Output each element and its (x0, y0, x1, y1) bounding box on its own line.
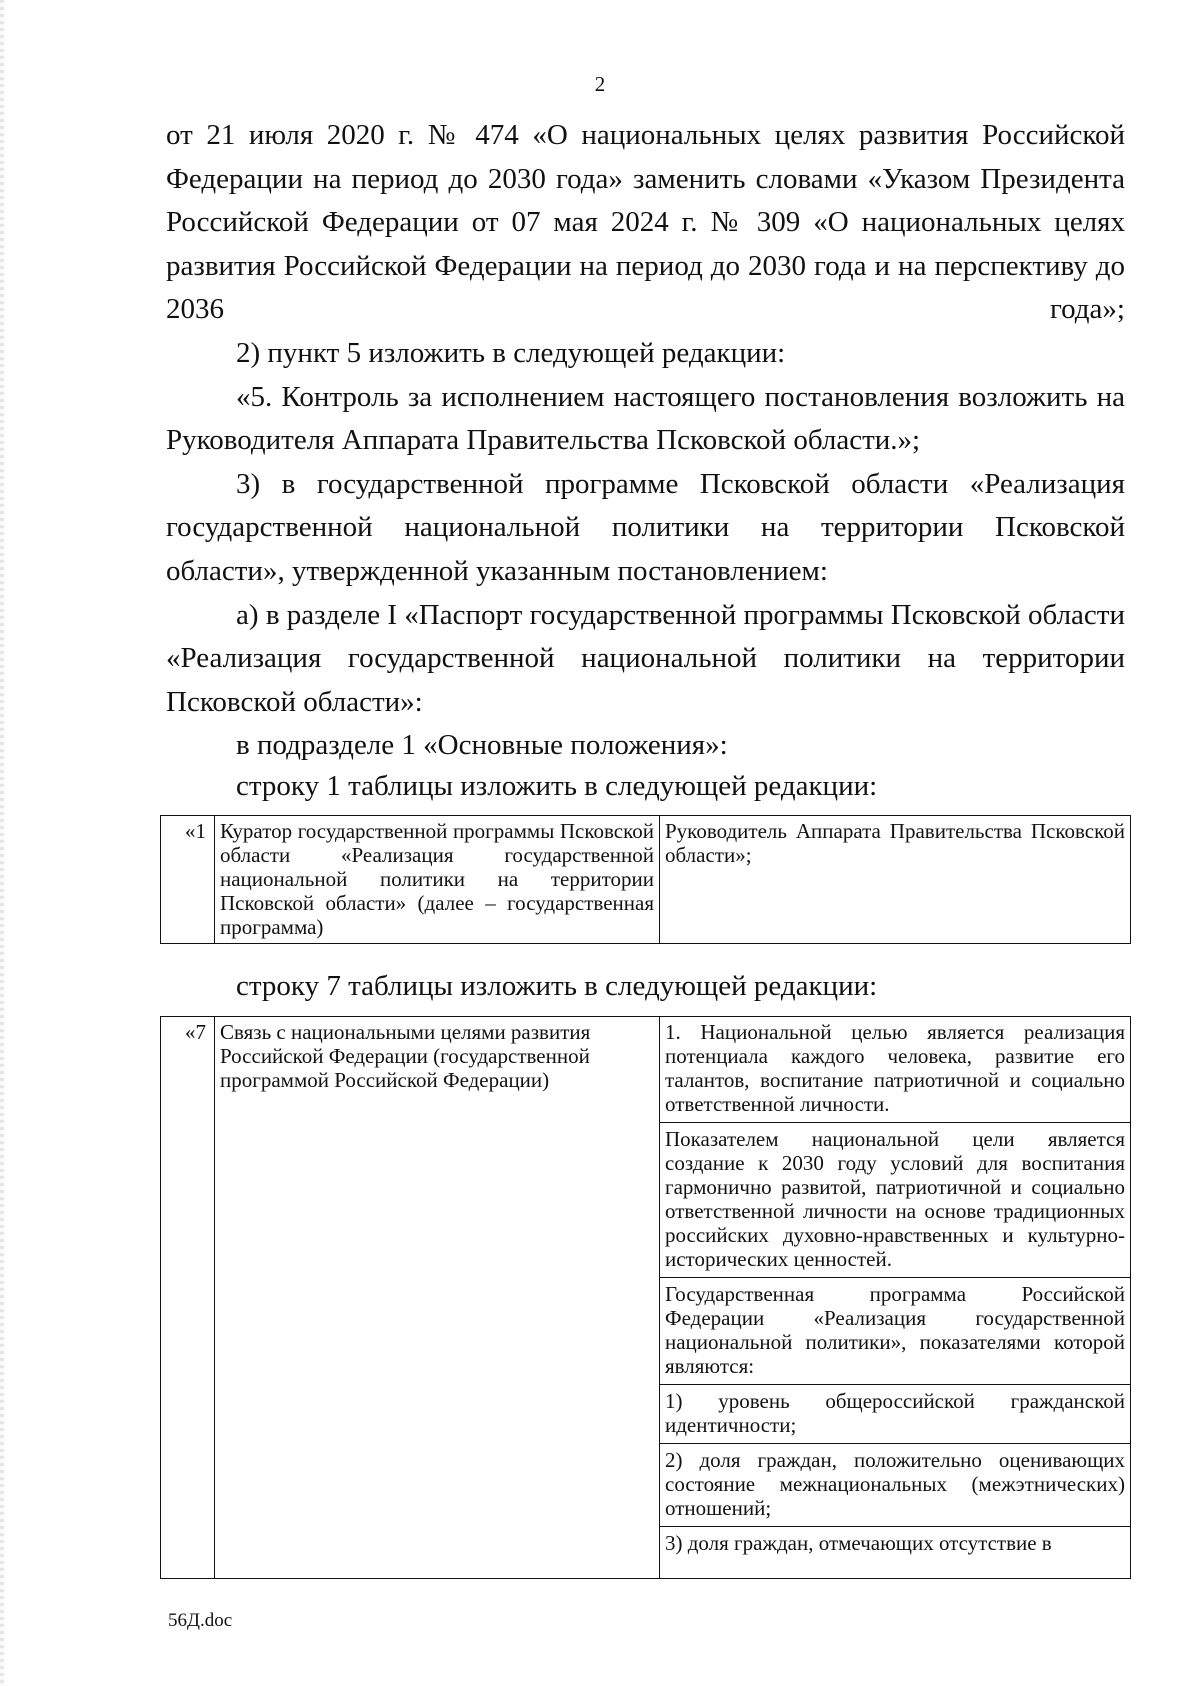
scan-edge (0, 0, 4, 1686)
table-row-1 (160, 815, 1131, 944)
cell-divider (660, 1384, 1130, 1385)
paragraph-2: 2) пункт 5 изложить в следующей редакции: (236, 336, 786, 369)
page-number: 2 (594, 72, 606, 96)
table2-item-3: Государственная программа Российской Федерации «Реализация государственной национальной политики», показателями которой являются: (665, 1282, 1125, 1378)
table2-item-6: 3) доля граждан, отмечающих отсутствие в (665, 1531, 1052, 1555)
table1-value: Руководитель Аппарата Правительства Псковской области»; (660, 816, 1131, 944)
cell-divider (660, 1443, 1130, 1444)
table2-item-5: 2) доля граждан, положительно оценивающих состояние межнациональных (межэтнических) отношений; (665, 1448, 1125, 1520)
table2-item-4: 1) уровень общероссийской гражданской идентичности; (665, 1389, 1125, 1437)
document-body (166, 114, 1125, 768)
cell-divider (660, 1122, 1130, 1123)
table2-value (660, 1017, 1131, 1579)
table2-intro: строку 7 таблицы изложить в следующей редакции: (236, 970, 878, 1002)
table1-label: Куратор государственной программы Псковской области «Реализация государственной национальной политики на территории Псковской области» (далее – государственная программа) (215, 816, 660, 944)
table2-number: «7 (161, 1017, 215, 1579)
paragraph-4: 3) в государственной программе Псковской области «Реализация государственной национальной политики на территории Псковской области», утвержденной указанным постановлением: (166, 467, 1125, 587)
paragraph-3: «5. Контроль за исполнением настоящего постановления возложить на Руководителя Аппарата Правительства Псковской области.»; (166, 380, 1125, 457)
table1-intro: строку 1 таблицы изложить в следующей редакции: (236, 770, 878, 802)
cell-divider (660, 1526, 1130, 1527)
cell-divider (660, 1277, 1130, 1278)
footer-filename: 56Д.doc (168, 1610, 233, 1631)
paragraph-5: а) в разделе I «Паспорт государственной программы Псковской области «Реализация государственной национальной политики на территории Псковской области»: (166, 598, 1125, 718)
table2-item-1: 1. Национальной целью является реализация потенциала каждого человека, развитие его талантов, воспитание патриотичной и социально ответственной личности. (665, 1020, 1125, 1116)
paragraph-1: от 21 июля 2020 г. № 474 «О национальных целях развития Российской Федерации на период до 2030 года» заменить словами «Указом Президента Российской Федерации от 07 мая 2024 г. № 309 «О национальных целях развития Российской Федерации на период до 2030 года и на перспективу до 2036 года»; (166, 119, 1125, 326)
table1-number: «1 (161, 816, 215, 944)
table2-label: Связь с национальными целями развития Российской Федерации (государственной программой Российской Федерации) (215, 1017, 660, 1579)
table2-item-2: Показателем национальной цели является создание к 2030 году условий для воспитания гармонично развитой, патриотичной и социально ответственной личности на основе традиционных российских духовно-нравственных и культурно-исторических ценностей. (665, 1127, 1125, 1271)
paragraph-6: в подразделе 1 «Основные положения»: (236, 729, 728, 762)
table-row-7 (160, 1016, 1131, 1579)
